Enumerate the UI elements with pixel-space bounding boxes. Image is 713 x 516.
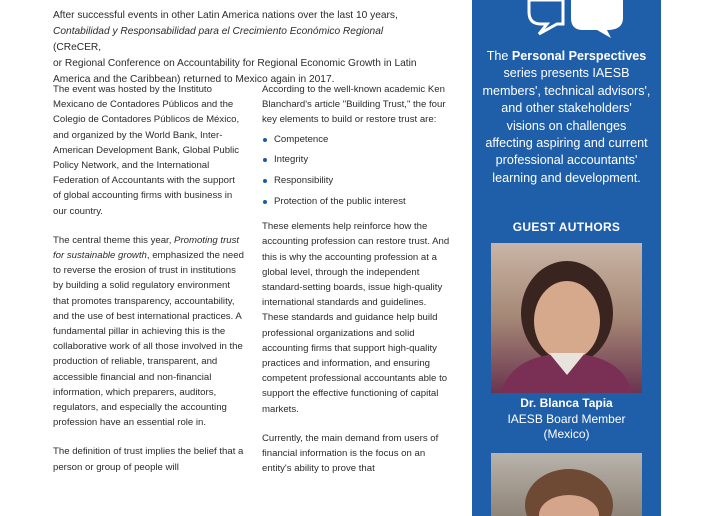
series-description — [482, 48, 651, 187]
col2-paragraph-1: According to the well-known academic Ken Blanchard's article "Building Trust," the four key elements to build or restore trust are: — [262, 84, 446, 126]
author-caption — [472, 396, 661, 443]
article-column-left — [53, 82, 245, 489]
col2-paragraph-2: These elements help reinforce how the accounting profession can restore trust. And this is why the accounting profession at a global level, through the independent standard-setting boards, issue high-quality international standards and guidelines. These standards and guidance help build professional organizations and solid accounting firms that support high-quality practices and information, and ensuring competent professional accountants able to support the effective functioning of capital markets. — [262, 221, 450, 415]
list-item: Protection of the public interest — [262, 194, 454, 209]
guest-authors-heading: GUEST AUTHORS — [512, 220, 621, 234]
intro-text-4: or Regional Conference on Accountability for Regional Economic Growth in Latin America and the Caribbean) returned to Mexico again in 2017. — [53, 58, 417, 85]
col1-p2-text-a: The central theme this year, — [53, 234, 175, 246]
author-country: (Mexico) — [543, 427, 590, 441]
col1-paragraph-2 — [53, 233, 245, 431]
intro-text-1: After successful events in other Latin America nations over the last 10 years, — [53, 10, 398, 21]
col1-paragraph-1: The event was hosted by the Instituto Mexicano de Contadores Públicos and the Colegio de Contadores Públicos de México, and organized by the World Bank, Inter-American Development Bank, Global Public Policy Network, and the International Federation of Accountants with the support of global accounting firms with business in our country. — [53, 84, 240, 217]
list-item: Responsibility — [262, 173, 454, 188]
trust-elements-list — [262, 132, 454, 210]
col2-paragraph-3: Currently, the main demand from users of financial information is the focus on an entity's ability to prove that — [262, 432, 439, 475]
col1-paragraph-3: The definition of trust implies the belief that a person or group of people will — [53, 446, 244, 473]
article-column-right — [262, 82, 454, 490]
col1-p2-text-c: , emphasized the need to reverse the erosion of trust in institutions by building a solid regulatory environment that promotes transparency, accountability, and the use of best international practices. A fundamental pillar in achieving this is the collaborative work of all those involved in the production of reliable, transparent, and accessible financial and non-financial information, which preparers, auditors, regulators, and especially the accounting profession have an essential role in. — [53, 250, 244, 429]
list-item: Integrity — [262, 152, 454, 167]
series-text-post: series presents IAESB members', technical advisors', and other stakeholders' visions on challenges affecting aspiring and current professional accountants' learning and development. — [482, 66, 651, 185]
speech-bubbles-icon — [527, 0, 627, 40]
col1-p2-theme: Promoting trust for sustainable growth — [53, 234, 240, 262]
series-text-pre: The — [486, 49, 512, 63]
portrait-image — [491, 243, 642, 393]
intro-conference-name: Contabilidad y Responsabilidad para el Crecimiento Económico Regional — [53, 26, 384, 37]
author-name: Dr. Blanca Tapia — [520, 396, 613, 410]
portrait-image-2 — [491, 453, 642, 516]
list-item: Competence — [262, 132, 454, 147]
series-name: Personal Perspectives — [511, 49, 647, 63]
author-role: IAESB Board Member — [507, 411, 626, 426]
personal-perspectives-sidebar — [472, 0, 661, 516]
intro-paragraph — [53, 8, 425, 88]
author-photo — [491, 243, 642, 393]
author-photo-2 — [491, 453, 642, 516]
intro-text-3: (CReCER, — [53, 42, 102, 53]
